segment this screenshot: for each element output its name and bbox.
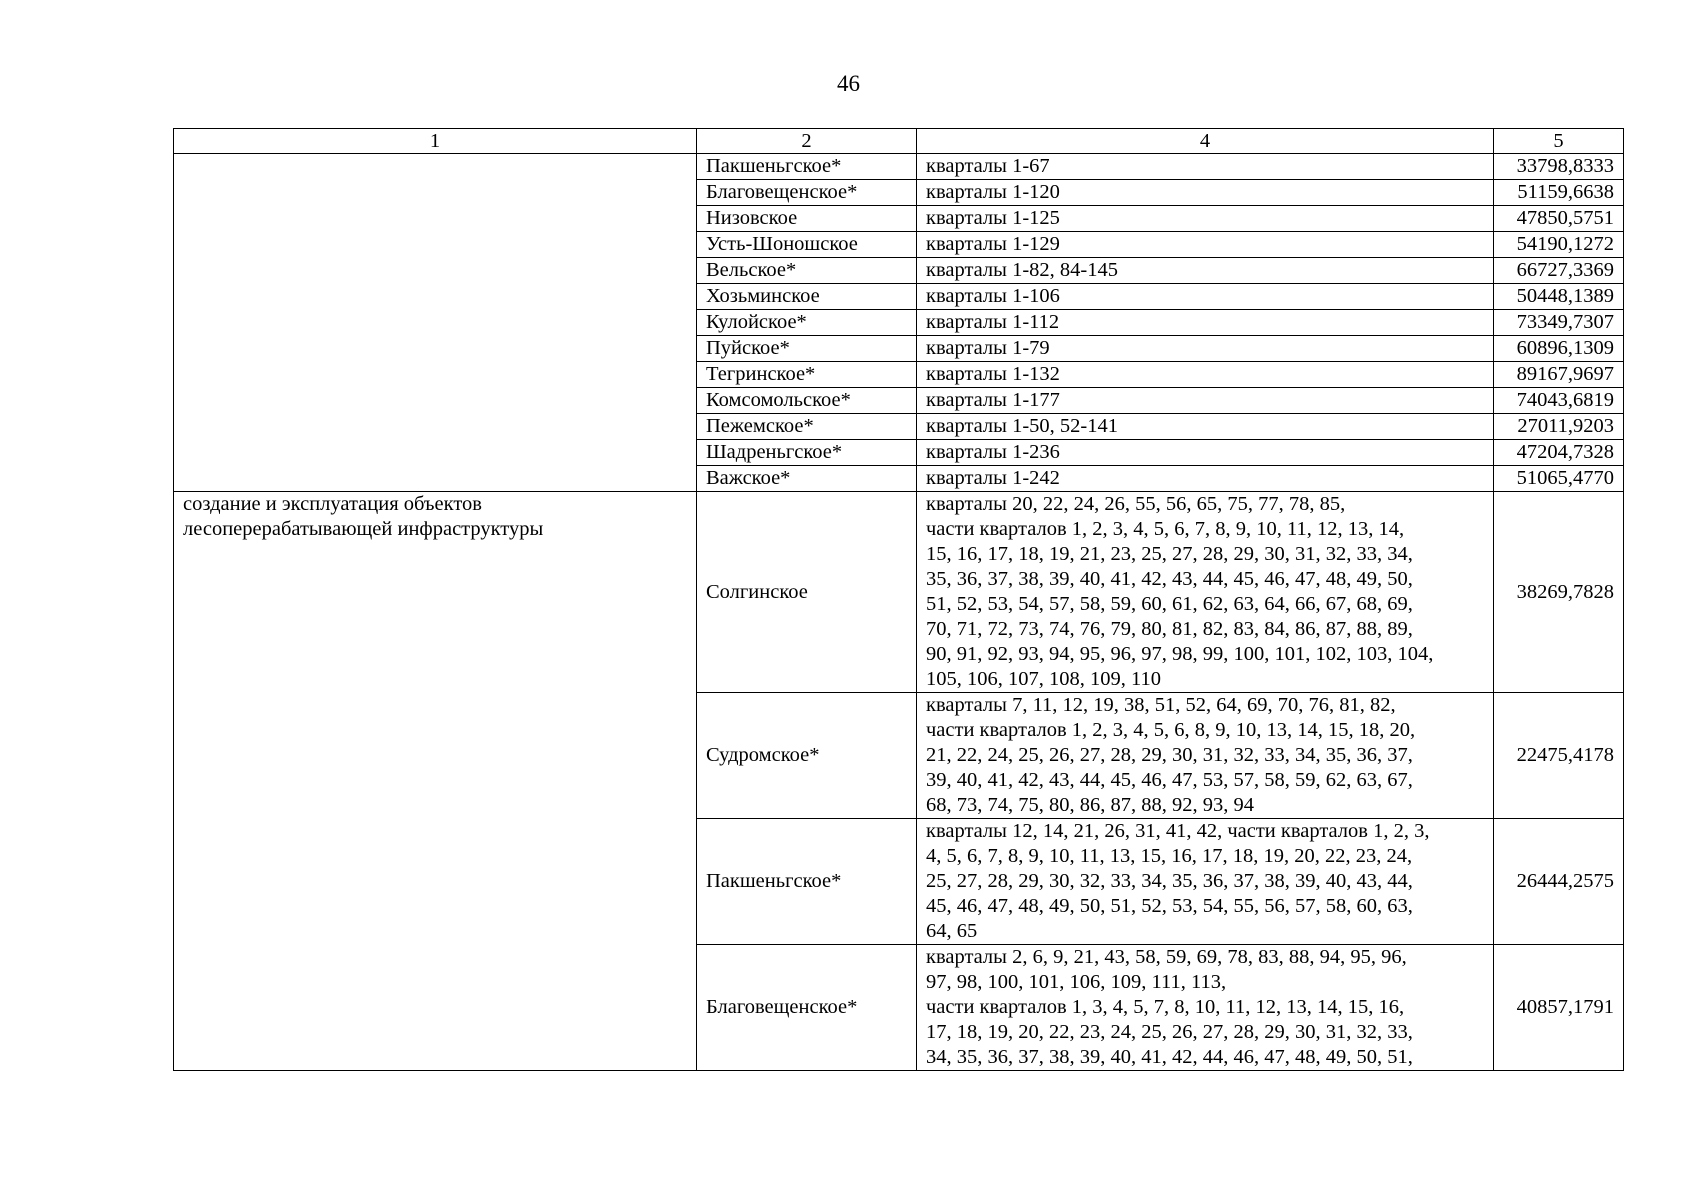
- quarters-line: кварталы 12, 14, 21, 26, 31, 41, 42, части кварталов 1, 2, 3,: [926, 820, 1430, 842]
- forestry-cell: Шадреньгское*: [697, 440, 917, 466]
- forestry-cell: Хозьминское: [697, 284, 917, 310]
- forestry-cell: Пакшеньгское*: [697, 154, 917, 180]
- area-cell: 54190,1272: [1494, 232, 1624, 258]
- area-cell: 74043,6819: [1494, 388, 1624, 414]
- forestry-cell: Судромское*: [697, 693, 917, 819]
- purpose-line: лесоперерабатывающей инфраструктуры: [183, 518, 544, 540]
- purpose-line: создание и эксплуатация объектов: [183, 493, 482, 515]
- header-cell: 2: [697, 129, 917, 154]
- area-cell: 66727,3369: [1494, 258, 1624, 284]
- header-cell: 1: [174, 129, 697, 154]
- quarters-line: 105, 106, 107, 108, 109, 110: [926, 668, 1161, 690]
- table-row: [174, 492, 1624, 693]
- forestry-cell: Пакшеньгское*: [697, 819, 917, 945]
- quarters-line: 25, 27, 28, 29, 30, 32, 33, 34, 35, 36, 37, 38, 39, 40, 43, 44,: [926, 870, 1413, 892]
- area-cell: 60896,1309: [1494, 336, 1624, 362]
- quarters-line: 15, 16, 17, 18, 19, 21, 23, 25, 27, 28, 29, 30, 31, 32, 33, 34,: [926, 543, 1413, 565]
- quarters-cell: [917, 693, 1494, 819]
- area-cell: 33798,8333: [1494, 154, 1624, 180]
- quarters-line: 97, 98, 100, 101, 106, 109, 111, 113,: [926, 971, 1227, 993]
- quarters-cell: кварталы 1-67: [917, 154, 1494, 180]
- quarters-cell: [917, 492, 1494, 693]
- forestry-cell: Кулойское*: [697, 310, 917, 336]
- area-cell: 50448,1389: [1494, 284, 1624, 310]
- quarters-line: 45, 46, 47, 48, 49, 50, 51, 52, 53, 54, 55, 56, 57, 58, 60, 63,: [926, 895, 1413, 917]
- quarters-cell: кварталы 1-177: [917, 388, 1494, 414]
- forestry-cell: Пуйское*: [697, 336, 917, 362]
- forestry-cell: Низовское: [697, 206, 917, 232]
- forestry-cell: Важское*: [697, 466, 917, 492]
- area-cell: 26444,2575: [1494, 819, 1624, 945]
- area-cell: 89167,9697: [1494, 362, 1624, 388]
- forestry-cell: Вельское*: [697, 258, 917, 284]
- forestry-cell: Благовещенское*: [697, 945, 917, 1071]
- area-cell: 38269,7828: [1494, 492, 1624, 693]
- area-cell: 73349,7307: [1494, 310, 1624, 336]
- purpose-cell: [174, 492, 697, 1071]
- quarters-cell: кварталы 1-125: [917, 206, 1494, 232]
- quarters-cell: кварталы 1-120: [917, 180, 1494, 206]
- area-cell: 40857,1791: [1494, 945, 1624, 1071]
- area-cell: 47204,7328: [1494, 440, 1624, 466]
- quarters-line: 17, 18, 19, 20, 22, 23, 24, 25, 26, 27, 28, 29, 30, 31, 32, 33,: [926, 1021, 1413, 1043]
- quarters-cell: кварталы 1-129: [917, 232, 1494, 258]
- quarters-line: 39, 40, 41, 42, 43, 44, 45, 46, 47, 53, 57, 58, 59, 62, 63, 67,: [926, 769, 1413, 791]
- forestry-cell: Благовещенское*: [697, 180, 917, 206]
- area-cell: 47850,5751: [1494, 206, 1624, 232]
- forestry-cell: Комсомольское*: [697, 388, 917, 414]
- quarters-cell: кварталы 1-50, 52-141: [917, 414, 1494, 440]
- area-cell: 27011,9203: [1494, 414, 1624, 440]
- quarters-line: кварталы 20, 22, 24, 26, 55, 56, 65, 75, 77, 78, 85,: [926, 493, 1346, 515]
- area-cell: 22475,4178: [1494, 693, 1624, 819]
- quarters-cell: кварталы 1-242: [917, 466, 1494, 492]
- area-cell: 51065,4770: [1494, 466, 1624, 492]
- quarters-line: кварталы 7, 11, 12, 19, 38, 51, 52, 64, 69, 70, 76, 81, 82,: [926, 694, 1396, 716]
- quarters-line: 21, 22, 24, 25, 26, 27, 28, 29, 30, 31, 32, 33, 34, 35, 36, 37,: [926, 744, 1413, 766]
- quarters-cell: кварталы 1-112: [917, 310, 1494, 336]
- quarters-cell: кварталы 1-132: [917, 362, 1494, 388]
- quarters-line: 34, 35, 36, 37, 38, 39, 40, 41, 42, 44, 46, 47, 48, 49, 50, 51,: [926, 1046, 1413, 1068]
- table-row: [174, 154, 1624, 180]
- page-number: 46: [837, 71, 860, 96]
- purpose-cell: [174, 154, 697, 492]
- quarters-cell: кварталы 1-82, 84-145: [917, 258, 1494, 284]
- quarters-line: части кварталов 1, 2, 3, 4, 5, 6, 7, 8, 9, 10, 11, 12, 13, 14,: [926, 518, 1405, 540]
- quarters-line: 4, 5, 6, 7, 8, 9, 10, 11, 13, 15, 16, 17, 18, 19, 20, 22, 23, 24,: [926, 845, 1413, 867]
- quarters-line: 35, 36, 37, 38, 39, 40, 41, 42, 43, 44, 45, 46, 47, 48, 49, 50,: [926, 568, 1413, 590]
- forestry-cell: Пежемское*: [697, 414, 917, 440]
- quarters-cell: [917, 945, 1494, 1071]
- quarters-line: части кварталов 1, 3, 4, 5, 7, 8, 10, 11, 12, 13, 14, 15, 16,: [926, 996, 1405, 1018]
- forestry-cell: Солгинское: [697, 492, 917, 693]
- quarters-line: кварталы 2, 6, 9, 21, 43, 58, 59, 69, 78, 83, 88, 94, 95, 96,: [926, 946, 1407, 968]
- quarters-line: 68, 73, 74, 75, 80, 86, 87, 88, 92, 93, 94: [926, 794, 1254, 816]
- quarters-line: 90, 91, 92, 93, 94, 95, 96, 97, 98, 99, 100, 101, 102, 103, 104,: [926, 643, 1434, 665]
- header-cell: 4: [917, 129, 1494, 154]
- quarters-line: 70, 71, 72, 73, 74, 76, 79, 80, 81, 82, 83, 84, 86, 87, 88, 89,: [926, 618, 1413, 640]
- quarters-cell: кварталы 1-236: [917, 440, 1494, 466]
- quarters-cell: кварталы 1-79: [917, 336, 1494, 362]
- quarters-line: части кварталов 1, 2, 3, 4, 5, 6, 8, 9, 10, 13, 14, 15, 18, 20,: [926, 719, 1416, 741]
- table-header-row: [174, 129, 1624, 154]
- forestry-cell: Тегринское*: [697, 362, 917, 388]
- forestry-cell: Усть-Шоношское: [697, 232, 917, 258]
- forestry-table: [173, 128, 1624, 1071]
- quarters-line: 64, 65: [926, 920, 978, 942]
- quarters-cell: [917, 819, 1494, 945]
- quarters-cell: кварталы 1-106: [917, 284, 1494, 310]
- area-cell: 51159,6638: [1494, 180, 1624, 206]
- quarters-line: 51, 52, 53, 54, 57, 58, 59, 60, 61, 62, 63, 64, 66, 67, 68, 69,: [926, 593, 1413, 615]
- header-cell: 5: [1494, 129, 1624, 154]
